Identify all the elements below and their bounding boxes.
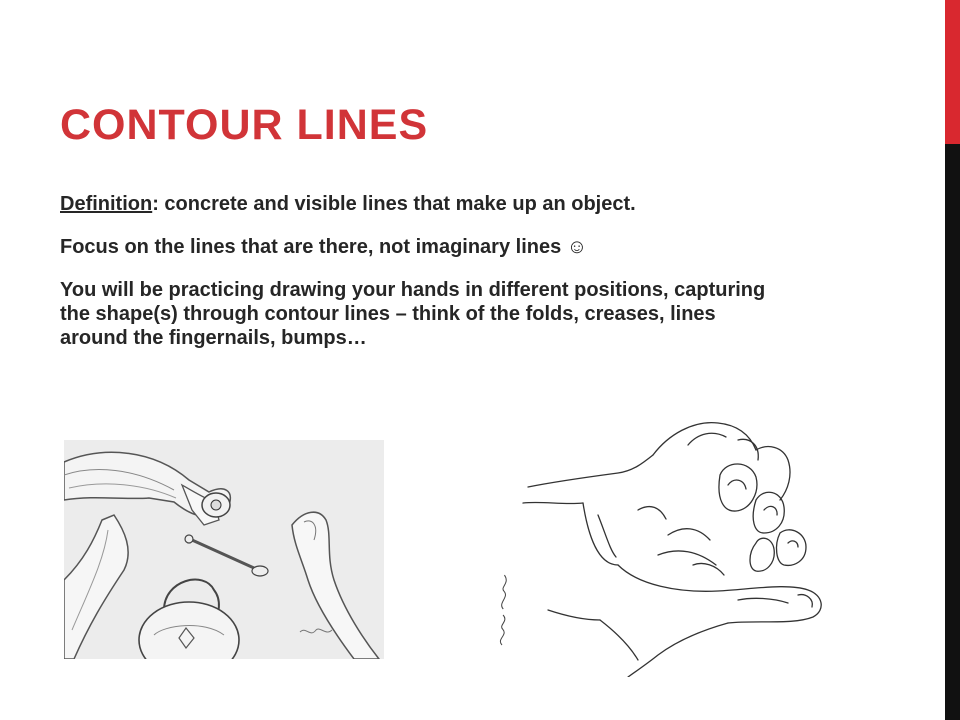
accent-bar-red — [945, 0, 960, 144]
contour-drawing-hand-icon — [488, 415, 838, 677]
focus-paragraph — [60, 235, 780, 259]
practice-paragraph: You will be practicing drawing your hands in different positions, capturing the shape(s) through contour lines – think of the folds, creases, lines around the fingernails, bumps… — [60, 279, 766, 349]
definition-paragraph — [60, 192, 780, 216]
accent-bar-black — [945, 144, 960, 720]
contour-drawing-tools-image — [64, 440, 384, 659]
focus-text: Focus on the lines that are there, not imaginary lines — [60, 236, 562, 258]
definition-text: : concrete and visible lines that make up an object. — [152, 193, 636, 215]
contour-drawing-hammer-wrench-icon — [64, 440, 384, 659]
contour-drawing-hand-image — [488, 415, 838, 677]
definition-term: Definition — [60, 193, 153, 215]
smiley-icon: ☺ — [566, 236, 588, 258]
slide-body — [60, 192, 780, 369]
slide-title: CONTOUR LINES — [60, 101, 429, 149]
